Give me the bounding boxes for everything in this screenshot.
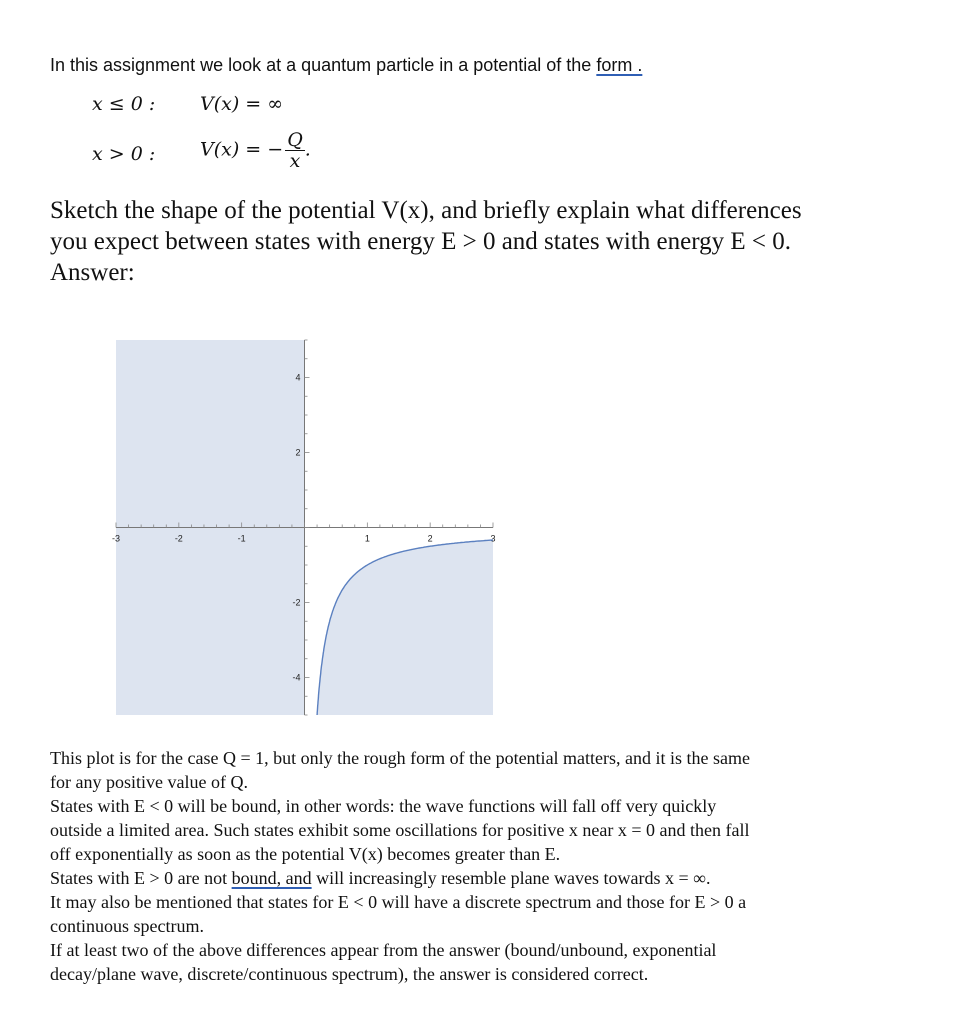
x-tick-label: 1: [364, 533, 370, 544]
fraction-numerator: Q: [287, 129, 303, 151]
explanation-line: outside a limited area. Such states exhibit some oscillations for positive x near x = 0 and then fall: [50, 820, 750, 840]
fraction-denominator: x: [289, 150, 301, 172]
explanation-line: It may also be mentioned that states for E < 0 will have a discrete spectrum and those for E > 0 a: [50, 892, 747, 912]
question-line-1: Sketch the shape of the potential V(x), and briefly explain what differences: [50, 197, 802, 224]
explanation-line: This plot is for the case Q = 1, but only the rough form of the potential matters, and it is the same: [50, 748, 751, 768]
explanation-line: continuous spectrum.: [50, 916, 204, 936]
y-tick-label: 4: [295, 372, 301, 383]
x-tick-label: -2: [174, 533, 183, 544]
x-tick-label: -3: [111, 533, 121, 544]
intro-sentence: In this assignment we look at a quantum particle in a potential of the: [50, 55, 597, 75]
fraction: [285, 130, 305, 171]
equation-1-condition: x ≤ 0 :: [92, 93, 156, 115]
explanation-text: will increasingly resemble plane waves towards x = ∞.: [311, 868, 711, 888]
y-tick-label: -2: [292, 597, 301, 608]
equation-1-expression: V(x) = ∞: [200, 93, 284, 115]
answer-label: Answer:: [50, 259, 135, 286]
x-tick-label: 3: [490, 533, 496, 544]
potential-plot: [100, 330, 500, 720]
potential-fill: [317, 540, 493, 715]
x-tick-label: 2: [427, 533, 433, 544]
intro-text: [50, 55, 642, 76]
explanation-block: [50, 746, 930, 986]
equation-2-lhs: V(x) = −: [200, 138, 284, 161]
explanation-text: States with E > 0 are not: [50, 868, 232, 888]
explanation-line: States with E < 0 will be bound, in other words: the wave functions will fall off very quickly: [50, 796, 717, 816]
question-line-2: you expect between states with energy E > 0 and states with energy E < 0.: [50, 228, 791, 255]
bound-link[interactable]: bound, and: [231, 868, 312, 888]
explanation-line: decay/plane wave, discrete/continuous spectrum), the answer is considered correct.: [50, 964, 649, 984]
equation-2-expression: [200, 130, 311, 171]
question-block: [50, 195, 930, 288]
equation-2-period: .: [304, 138, 311, 161]
form-link[interactable]: form .: [596, 55, 643, 75]
x-tick-label: -1: [237, 533, 246, 544]
explanation-line: off exponentially as soon as the potential V(x) becomes greater than E.: [50, 844, 561, 864]
y-tick-label: -4: [292, 672, 301, 683]
equation-2-condition: x > 0 :: [92, 143, 156, 165]
y-tick-label: 2: [295, 447, 301, 458]
explanation-line: for any positive value of Q.: [50, 772, 248, 792]
explanation-line: [50, 866, 930, 890]
explanation-line: If at least two of the above differences appear from the answer (bound/unbound, exponential: [50, 940, 717, 960]
